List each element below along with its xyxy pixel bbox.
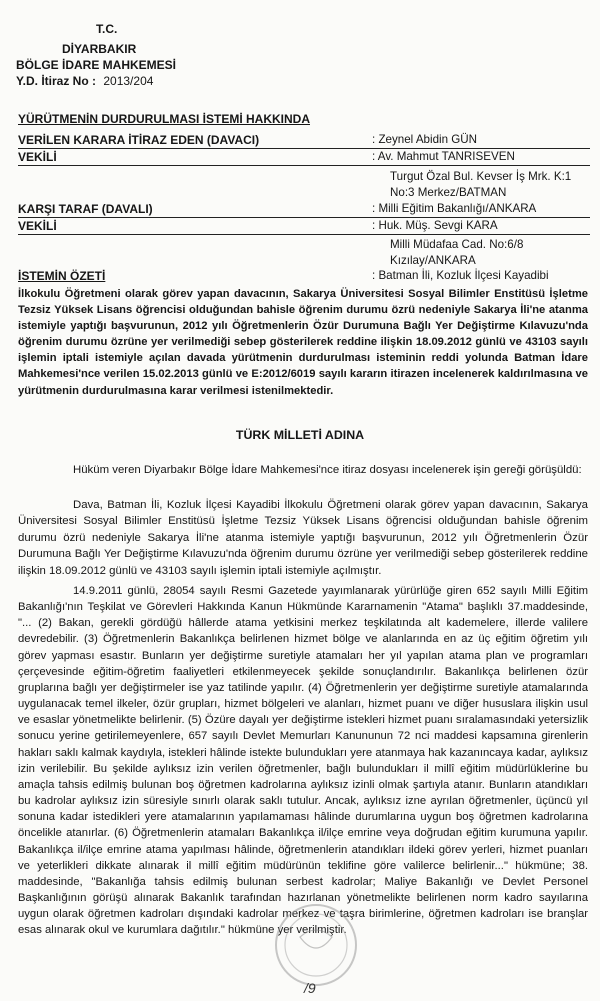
plaintiff-counsel-name: : Av. Mahmut TANRISEVEN: [372, 150, 515, 163]
summary-label: İSTEMİN ÖZETİ: [18, 269, 106, 283]
header-case-number: [16, 74, 153, 88]
case-label: Y.D. İtiraz No :: [16, 74, 97, 88]
paragraph-case: Dava, Batman İli, Kozluk İlçesi Kayadibi İlkokulu Öğretmeni olarak görev yapan davacının, Sakarya Üniversitesi Sosyal Bilimler Enstitüsü İşletme Tezsiz Yüksek Lisans öğrencisi olduğundan bahisle öğrenim durumu özrü nedeniyle Sakarya İli'ne atanma istemiyle yaptığı başvurunun, 2012 yılı Öğretmenlerin Özür Durumuna Bağlı Yer Değiştirme Kılavuzu'nda öğrenim durumu özrüne yer verilmediği sebep gösterilerek reddine ilişkin 18.09.2012 günlü ve 43103 sayılı işlemin iptali istemiyle açılmıştır.: [18, 499, 588, 577]
summary-text: İlkokulu Öğretmeni olarak görev yapan davacının, Sakarya Üniversitesi Sosyal Bilimler Enstitüsü İşletme Tezsiz Yüksek Lisans öğrencisi olduğundan bahisle öğrenim durumu özrü nedeniyle Sakarya İli'ne atanma istemiyle yaptığı başvurunun, 2012 yılı Öğretmenlerin Özür Durumuna Bağlı Yer Değiştirme Kılavuzu'nda öğrenim durumu özrüne yer verilmediği sebep gösterilerek reddine ilişkin 18.09.2012 günlü ve 43103 sayılı işlemin iptali istemiyle açılan davada yürütmenin durdurulması isteminin reddi yolunda Batman İdare Mahkemesi'nce verilen 15.02.2013 günlü ve E:2012/6019 sayılı kararın itirazen incelenerek kaldırılmasına ve yürütmenin durdurulmasına karar verilmesi istenilmektedir.: [18, 288, 588, 397]
plaintiff-counsel-address-2: No:3 Merkez/BATMAN: [390, 186, 507, 199]
divider: [18, 148, 590, 149]
header-court: BÖLGE İDARE MAHKEMESİ: [16, 58, 177, 72]
party-label-plaintiff-counsel: VEKİLİ: [18, 150, 57, 164]
divider: [18, 217, 590, 218]
defendant-counsel-address-2: Kızılay/ANKARA: [390, 254, 476, 267]
header-city: DİYARBAKIR: [62, 42, 137, 56]
party-plaintiff-name: : Zeynel Abidin GÜN: [372, 133, 478, 146]
page-mark: /9: [304, 980, 316, 996]
party-label-defendant-counsel: VEKİLİ: [18, 219, 57, 233]
party-defendant-name: : Milli Eğitim Bakanlığı/ANKARA: [372, 202, 537, 215]
divider: [18, 165, 590, 166]
plaintiff-counsel-address-1: Turgut Özal Bul. Kevser İş Mrk. K:1: [390, 170, 572, 183]
defendant-counsel-name: : Huk. Müş. Sevgi KARA: [372, 219, 498, 232]
case-number: 2013/204: [103, 74, 154, 88]
section-title: TÜRK MİLLETİ ADINA: [235, 428, 365, 442]
paragraph-law: 14.9.2011 günlü, 28054 sayılı Resmi Gazetede yayımlanarak yürürlüğe giren 652 sayılı Milli Eğitim Bakanlığı'nın Teşkilat ve Görevleri Hakkında Kanun Hükmünde Kararnamenin "Atama" başlıklı 37.maddesinde, "... (2) Bakan, gerekli gördüğü hâllerde atama yetkisini merkez teşkilatında alt kademelere, illerde valilere devredebilir. (3) Öğretmenlerin Bakanlıkça belirlenen hizmet bölge ve alanlarında en az üç eğitim öğretim yılı görev yapması esastır. Bunların yer değiştirme suretiyle atamaları her yıl yapılan atama plan ve programları çerçevesinde eğitim-öğretim faaliyetleri etkilenmeyecek şekilde sonuçlandırılır. Bakanlıkça belirlenen özür gruplarına bağlı yer değiştirmeler ise yaz tatilinde yapılır. (4) Öğretmenlerin yer değiştirme suretiyle atamalarında uygulanacak temel ilkeler, özür grupları, hizmet bölgeleri ve alanları, hizmet puanı ve diğer hususlara ilişkin usul ve esaslar yönetmelikte belirlenir. (5) Özüre dayalı yer değiştirme istekleri hizmet puanı sıralamasındaki yetersizlik sonucu yerine getirilemeyenlere, 657 sayılı Devlet Memurları Kanununun 72 nci maddesi kapsamına girenlerin hakları saklı kalmak kaydıyla, istekleri hâlinde istekte bulundukları yere atanmaya hak kazanıncaya kadar, aylıksız izin verilebilir. Bu şekilde aylıksız izin verilen öğretmenler, bağlı bulundukları il millî eğitim müdürlüklerine bu amaçla tahsis edilmiş bulunan boş öğretmen kadrolarına aylıksız izinli olmak şartıyla atanır. Bunların atandıkları bu kadrolar aylıksız izin süresiyle sınırlı olarak saklı tutulur. Ancak, aylıksız izne ayrılan öğretmenler, üçüncü yıl sonuna kadar istedikleri yere atamalarının yapılamaması hâlinde durumlarına uygun boş öğretmen kadrolarına öncelikle atanırlar. (6) Öğretmenlerin atamaları Bakanlıkça il/ilçe emrine veya doğrudan eğitim kurumuna yapılır. Bakanlıkça il/ilçe emrine atama yapılması hâlinde, öğretmenlerin atandıkları ildeki görev yerleri, hizmet puanları ve yeterlikleri dikkate alınarak il millî eğitim müdürünün teklifine göre valilerce belirlenir..." hükmüne; 38. maddesinde, "Bakanlığa tahsis edilmiş bulunan serbest kadrolar; Maliye Bakanlığı ve Devlet Personel Başkanlığının görüşü alınarak Bakanlık tarafından hazırlanan yönetmelikte belirlenen norm kadro sayılarına uygun olarak öğretmen kadroları dışındaki kadrolar merkez ve taşra birimlerine, öğretmen kadroları ise branşlar esas alınarak okul ve kurumlara dağıtılır." hükmüne yer verilmiştir.: [18, 585, 588, 937]
divider: [18, 234, 590, 235]
subject-heading: YÜRÜTMENİN DURDURULMASI İSTEMİ HAKKINDA: [18, 112, 310, 126]
defendant-counsel-address-1: Milli Müdafaa Cad. No:6/8: [390, 238, 524, 251]
party-label-plaintiff: VERİLEN KARARA İTİRAZ EDEN (DAVACI): [18, 133, 260, 147]
party-label-defendant: KARŞI TARAF (DAVALI): [18, 202, 153, 216]
header-tc: T.C.: [96, 22, 118, 36]
paragraph-review: Hüküm veren Diyarbakır Bölge İdare Mahkemesi'nce itiraz dosyası incelenerek işin gereği görüşüldü:: [73, 464, 582, 476]
summary-first-line: : Batman İli, Kozluk İlçesi Kayadibi: [372, 269, 549, 282]
